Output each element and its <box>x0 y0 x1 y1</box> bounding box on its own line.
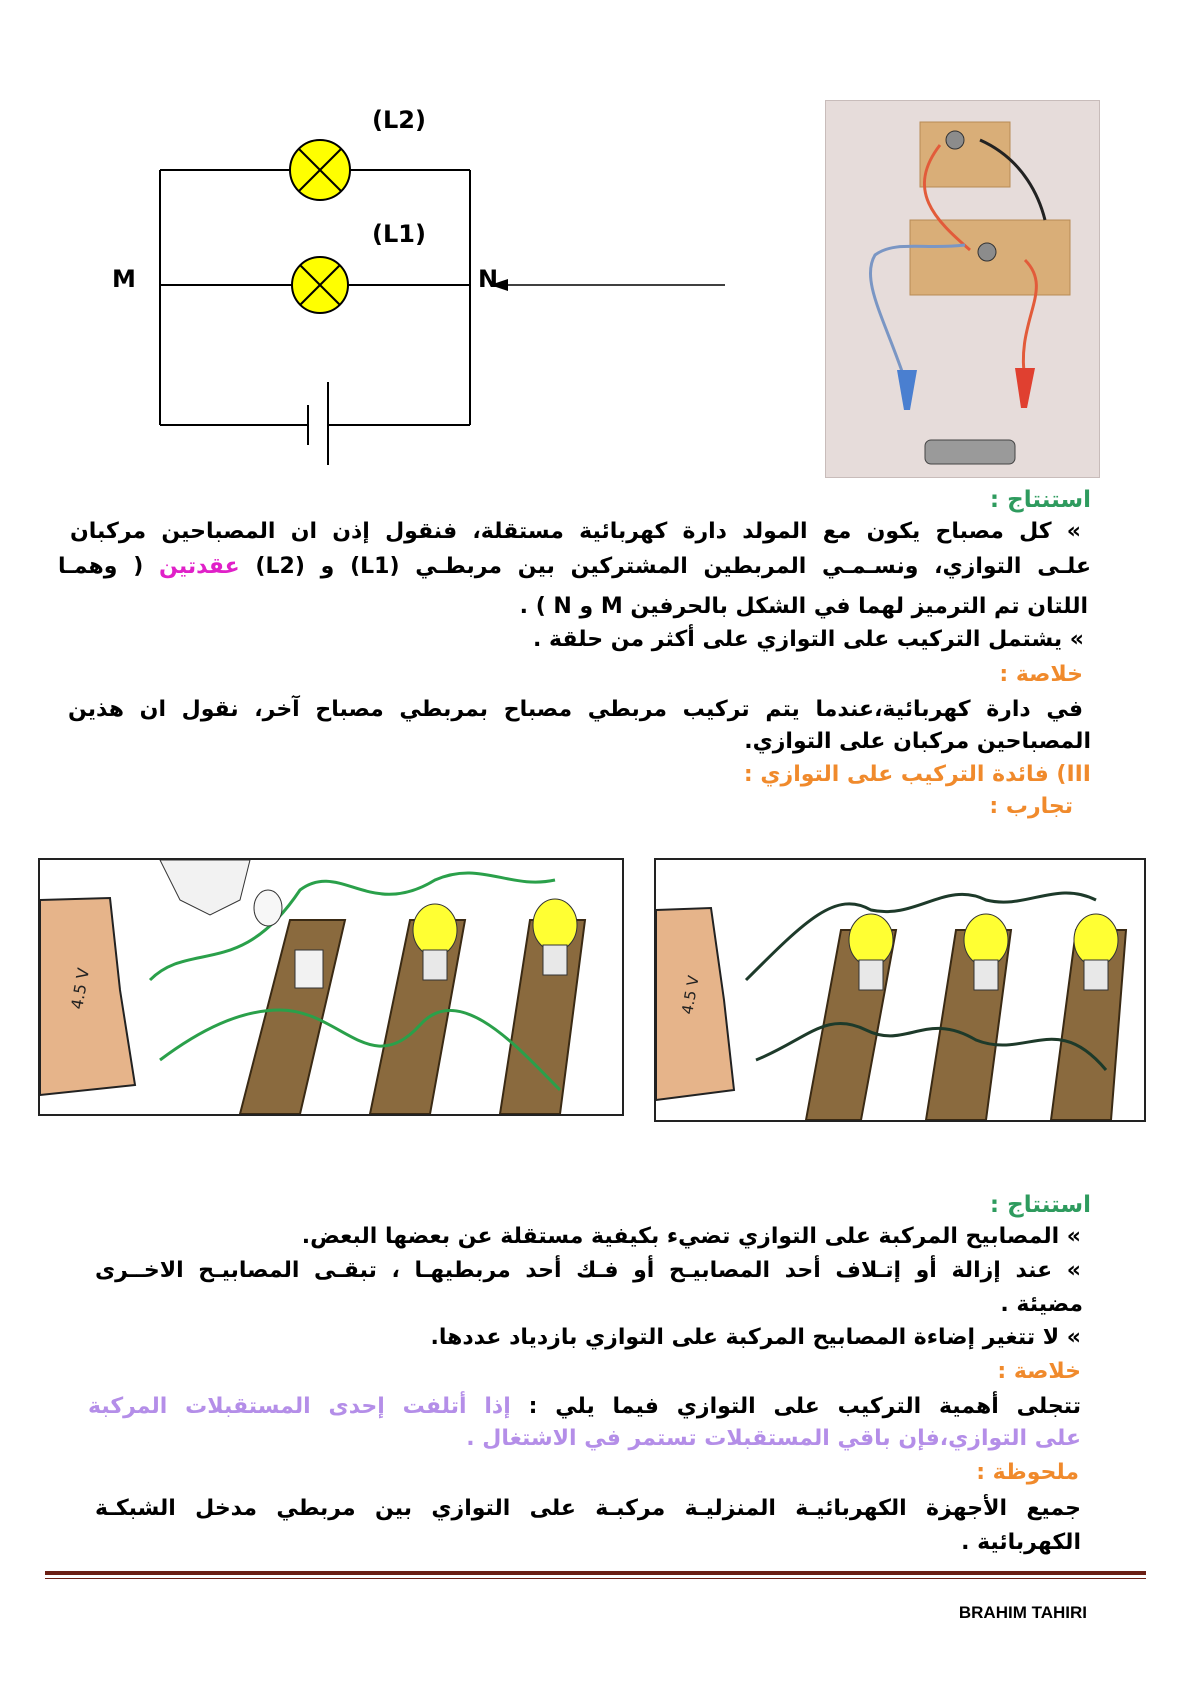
experiment-image-right <box>654 858 1146 1122</box>
note-line-2: الكهربائية . <box>961 1530 1081 1555</box>
note-heading: ملحوظة : <box>976 1460 1079 1485</box>
summary-2-line-1 <box>88 1392 1081 1422</box>
parallel-circuit-diagram <box>100 100 790 480</box>
conclusion-1-line-2-text: علـى التوازي، ونسـمـي المربطين المشتركين بين مربطـي (L1) و (L2) <box>255 554 1091 579</box>
lamp-l1-icon <box>292 257 348 313</box>
node-m-label: M <box>112 265 136 293</box>
circuit-photo <box>825 100 1100 478</box>
conclusion-1-line-3: اللتان تم الترميز لهما في الشكل بالحرفين M و N ) . <box>519 594 1088 619</box>
lamp-l2-icon <box>290 140 350 200</box>
battery-label-left: 4.5 V <box>67 966 94 1011</box>
footer-author: BRAHIM TAHIRI <box>958 1603 1087 1622</box>
experiments-heading: تجارب : <box>989 794 1073 819</box>
label-l2: (L2) <box>372 106 426 134</box>
summary-2-line-2: على التوازي،فإن باقي المستقبلات تستمر في الاشتغال . <box>466 1426 1081 1451</box>
note-line-1: جميع الأجهزة الكهربائيـة المنزليـة مركبـة على التوازي بين مربطي مدخل الشبكـة <box>95 1496 1081 1521</box>
footer-rule <box>45 1571 1146 1575</box>
conclusion-1-line-2-end: ( وهمـا <box>58 554 144 579</box>
conclusion-heading-2: استنتاج : <box>989 1192 1091 1218</box>
node-n-label: N <box>478 265 499 293</box>
conclusion-heading-1: استنتاج : <box>989 487 1091 513</box>
keyword-nodes: عقدتين <box>159 554 240 579</box>
conclusion-2-line-1: » المصابيح المركبة على التوازي تضيء بكيفية مستقلة عن بعضها البعض. <box>301 1224 1081 1249</box>
conclusion-2-line-4: » لا تتغير إضاءة المصابيح المركبة على التوازي بازدياد عددها. <box>430 1325 1081 1350</box>
summary-1-line-2: المصباحين مركبان على التوازي. <box>744 729 1091 754</box>
summary-heading-2: خلاصة : <box>997 1359 1081 1384</box>
battery-label-right: 4.5 V <box>678 974 703 1016</box>
summary-1-line-1: في دارة كهربائية،عندما يتم تركيب مربطي مصباح بمربطي مصباح آخر، نقول ان هذين <box>68 697 1083 722</box>
experiment-image-left <box>38 858 624 1116</box>
summary-2-line-1-text: تتجلى أهمية التركيب على التوازي فيما يلي : <box>528 1394 1081 1419</box>
conclusion-1-line-4: » يشتمل التركيب على التوازي على أكثر من حلقة . <box>533 627 1084 652</box>
summary-2-highlight: إذا أتلفت إحدى المستقبلات المركبة <box>88 1394 511 1419</box>
conclusion-1-line-2 <box>58 552 1091 582</box>
section-3-heading: III) فائدة التركيب على التوازي : <box>743 762 1091 787</box>
label-l1: (L1) <box>372 220 426 248</box>
conclusion-1-line-1: » كل مصباح يكون مع المولد دارة كهربائية مستقلة، فنقول إذن ان المصباحين مركبان <box>70 519 1081 544</box>
footer-rule-thin <box>45 1578 1146 1579</box>
summary-heading-1: خلاصة : <box>999 662 1083 687</box>
conclusion-2-line-2: » عند إزالة أو إتـلاف أحد المصابيـح أو فـك أحد مربطيهـا ، تبقـى المصابيـح الاخــرى <box>95 1258 1081 1283</box>
empty-socket-icon <box>295 950 323 988</box>
conclusion-2-line-3: مضيئة . <box>1000 1292 1083 1317</box>
